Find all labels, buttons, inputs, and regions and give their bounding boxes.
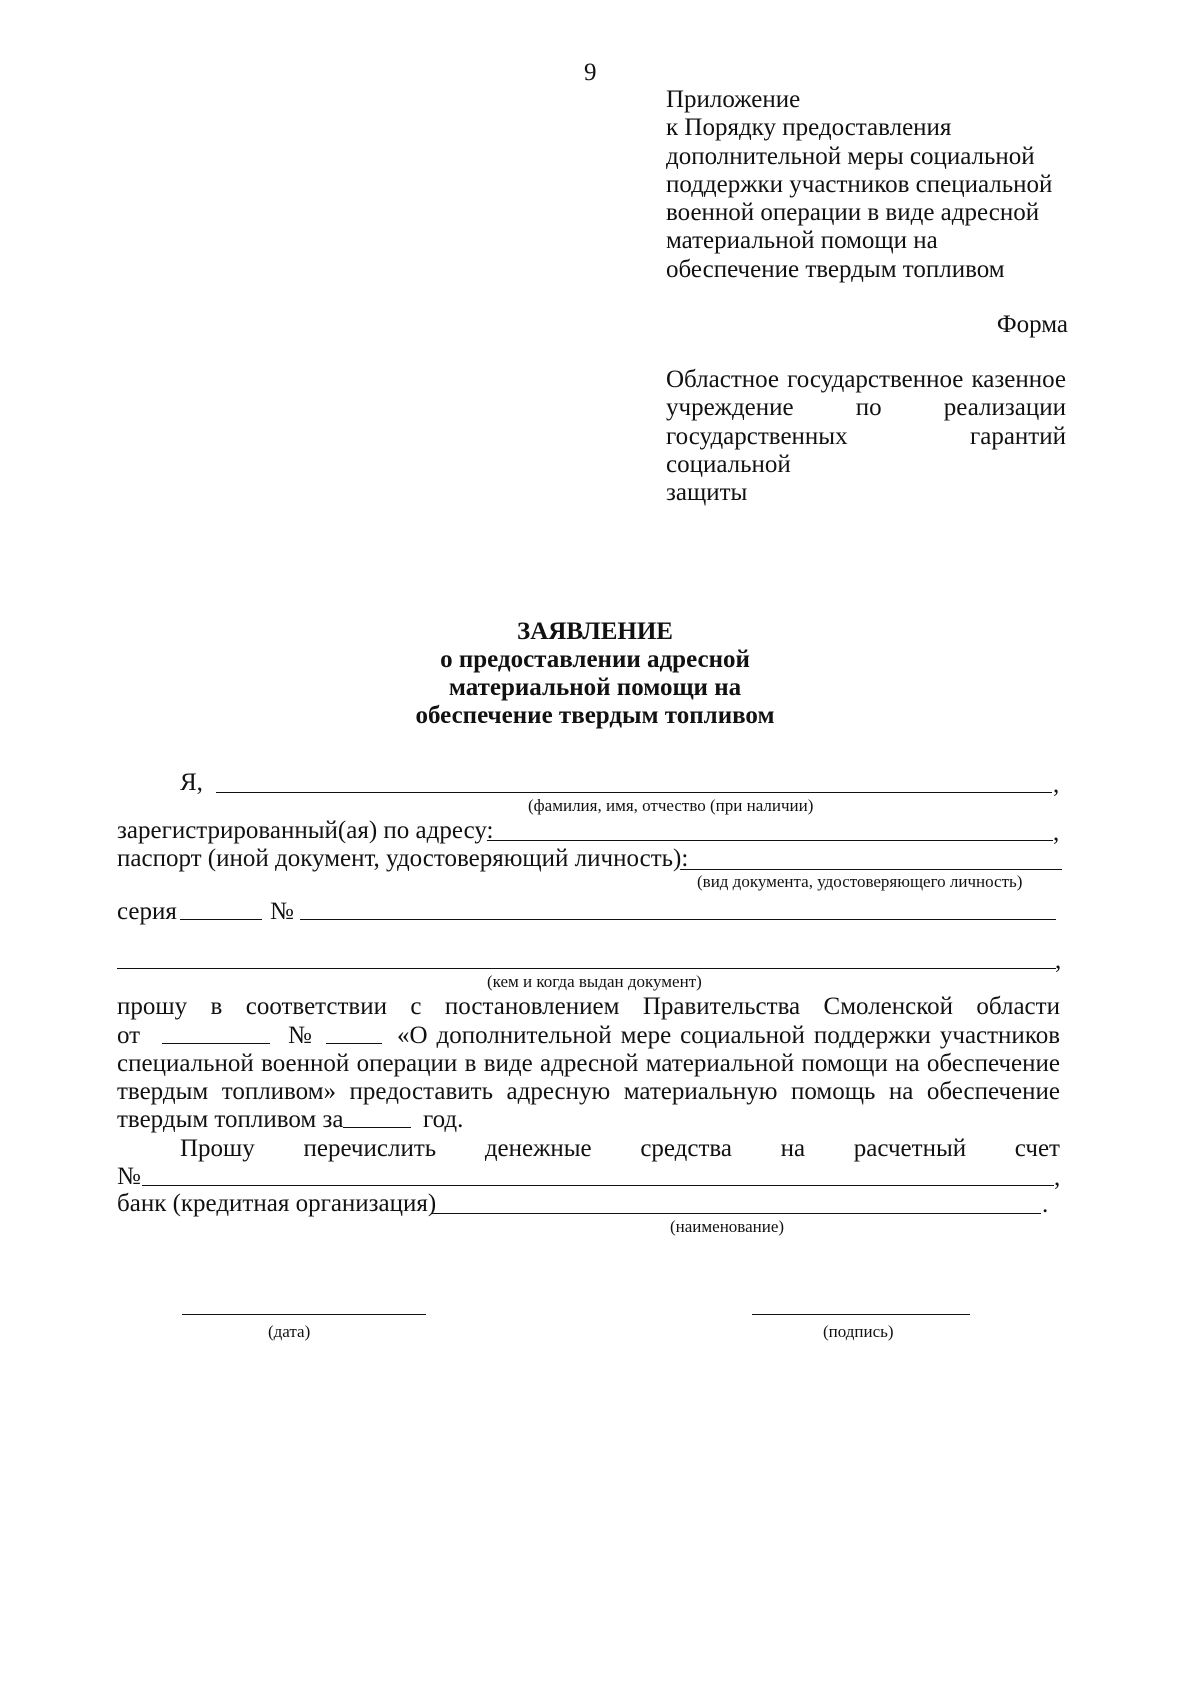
appendix-line: к Порядку предоставления [666,114,952,142]
body-word: с [410,993,422,1020]
series-label: серия [117,898,177,925]
i-label: Я, [180,769,203,796]
body-word: расчетный [853,1135,967,1162]
addressee-word: реализации [943,394,1066,422]
signature-field-line[interactable] [752,1314,970,1315]
body-line-4: твердым топливом» предоставить адресную материальную помощь на обеспечение [117,1078,1060,1105]
decree-date-field-line[interactable] [162,1043,270,1044]
body-word: Правительства [642,993,801,1020]
title-line: ЗАЯВЛЕНИЕ [517,618,673,645]
account-field-line[interactable] [142,1185,1054,1186]
body-word: Прошу [180,1135,255,1162]
account-number-label: № [117,1163,141,1190]
page-number: 9 [584,59,597,86]
body-word: постановлением [444,993,620,1020]
body-word: в [210,993,223,1020]
body-word: Смоленской [823,993,953,1020]
appendix-line: поддержки участников специальной [666,170,1053,198]
body-line-1 [117,992,1060,1021]
appendix-line: Приложение [666,86,801,113]
addressee-line: государственных гарантий социальной [666,422,1066,478]
number-field-line[interactable] [300,919,1056,920]
fio-caption: (фамилия, имя, отчество (при наличии) [528,796,814,815]
appendix-line: военной операции в виде адресной [666,199,1040,227]
fio-field-line[interactable] [216,792,1052,793]
address-label: зарегистрированный(ая) по адресу: [117,817,494,844]
addressee-line: защиты [666,479,748,507]
appendix-line: обеспечение твердым топливом [666,255,1005,283]
body-word: прошу [117,993,188,1020]
decree-number-field-line[interactable] [326,1043,382,1044]
title-line: о предоставлении адресной [440,646,750,673]
body-number-sign: № [288,1022,312,1049]
bank-field-line[interactable] [431,1213,1041,1214]
body-ot: от [117,1022,141,1049]
period: . [1042,1191,1049,1218]
issued-by-field-line[interactable] [117,968,1056,969]
body-line-5-end: год. [423,1106,464,1133]
passport-label: паспорт (иной документ, удостоверяющий личность): [117,845,689,872]
addressee-line [666,394,1066,422]
series-field-line[interactable] [180,919,262,920]
year-field-line[interactable] [343,1127,411,1128]
addressee-word: учреждение [666,394,794,422]
body-line-5-start: твердым топливом за [117,1106,344,1133]
body-word: перечислить [303,1135,437,1162]
doc-type-caption: (вид документа, удостоверяющего личность) [697,872,1023,891]
addressee-word: по [855,394,882,422]
appendix-line: материальной помощи на [666,227,938,255]
appendix-block [666,86,1052,284]
body-word: денежные [484,1135,592,1162]
body-word: средства [640,1135,732,1162]
body-word: области [976,993,1060,1020]
comma: , [1055,947,1062,974]
body-line-2-text: «О дополнительной мере социальной поддержки участников [397,1022,1060,1049]
body-line-6 [180,1134,1060,1163]
bank-label: банк (кредитная организация) [117,1190,437,1217]
date-caption: (дата) [268,1322,311,1341]
appendix-line: дополнительной меры социальной [666,142,1035,170]
address-field-line[interactable] [487,840,1053,841]
title-line: материальной помощи на [448,674,742,701]
bank-name-caption: (наименование) [670,1217,785,1236]
body-word: соответствии [245,993,387,1020]
signature-caption: (подпись) [823,1322,894,1341]
date-field-line[interactable] [182,1314,426,1315]
title-line: обеспечение твердым топливом [415,702,775,729]
comma: , [1053,771,1060,798]
addressee-block [666,366,1066,507]
number-label: № [270,898,294,925]
comma: , [1053,819,1060,846]
passport-field-line[interactable] [680,869,1062,870]
document-title [300,618,890,730]
form-label: Форма [996,311,1068,338]
issued-caption: (кем и когда выдан документ) [487,972,702,991]
body-word: счет [1014,1135,1060,1162]
addressee-line: Областное государственное казенное [666,366,1066,393]
comma: , [1054,1164,1061,1191]
body-line-3: специальной военной операции в виде адресной материальной помощи на обеспечение [117,1050,1060,1077]
body-word: на [780,1135,806,1162]
